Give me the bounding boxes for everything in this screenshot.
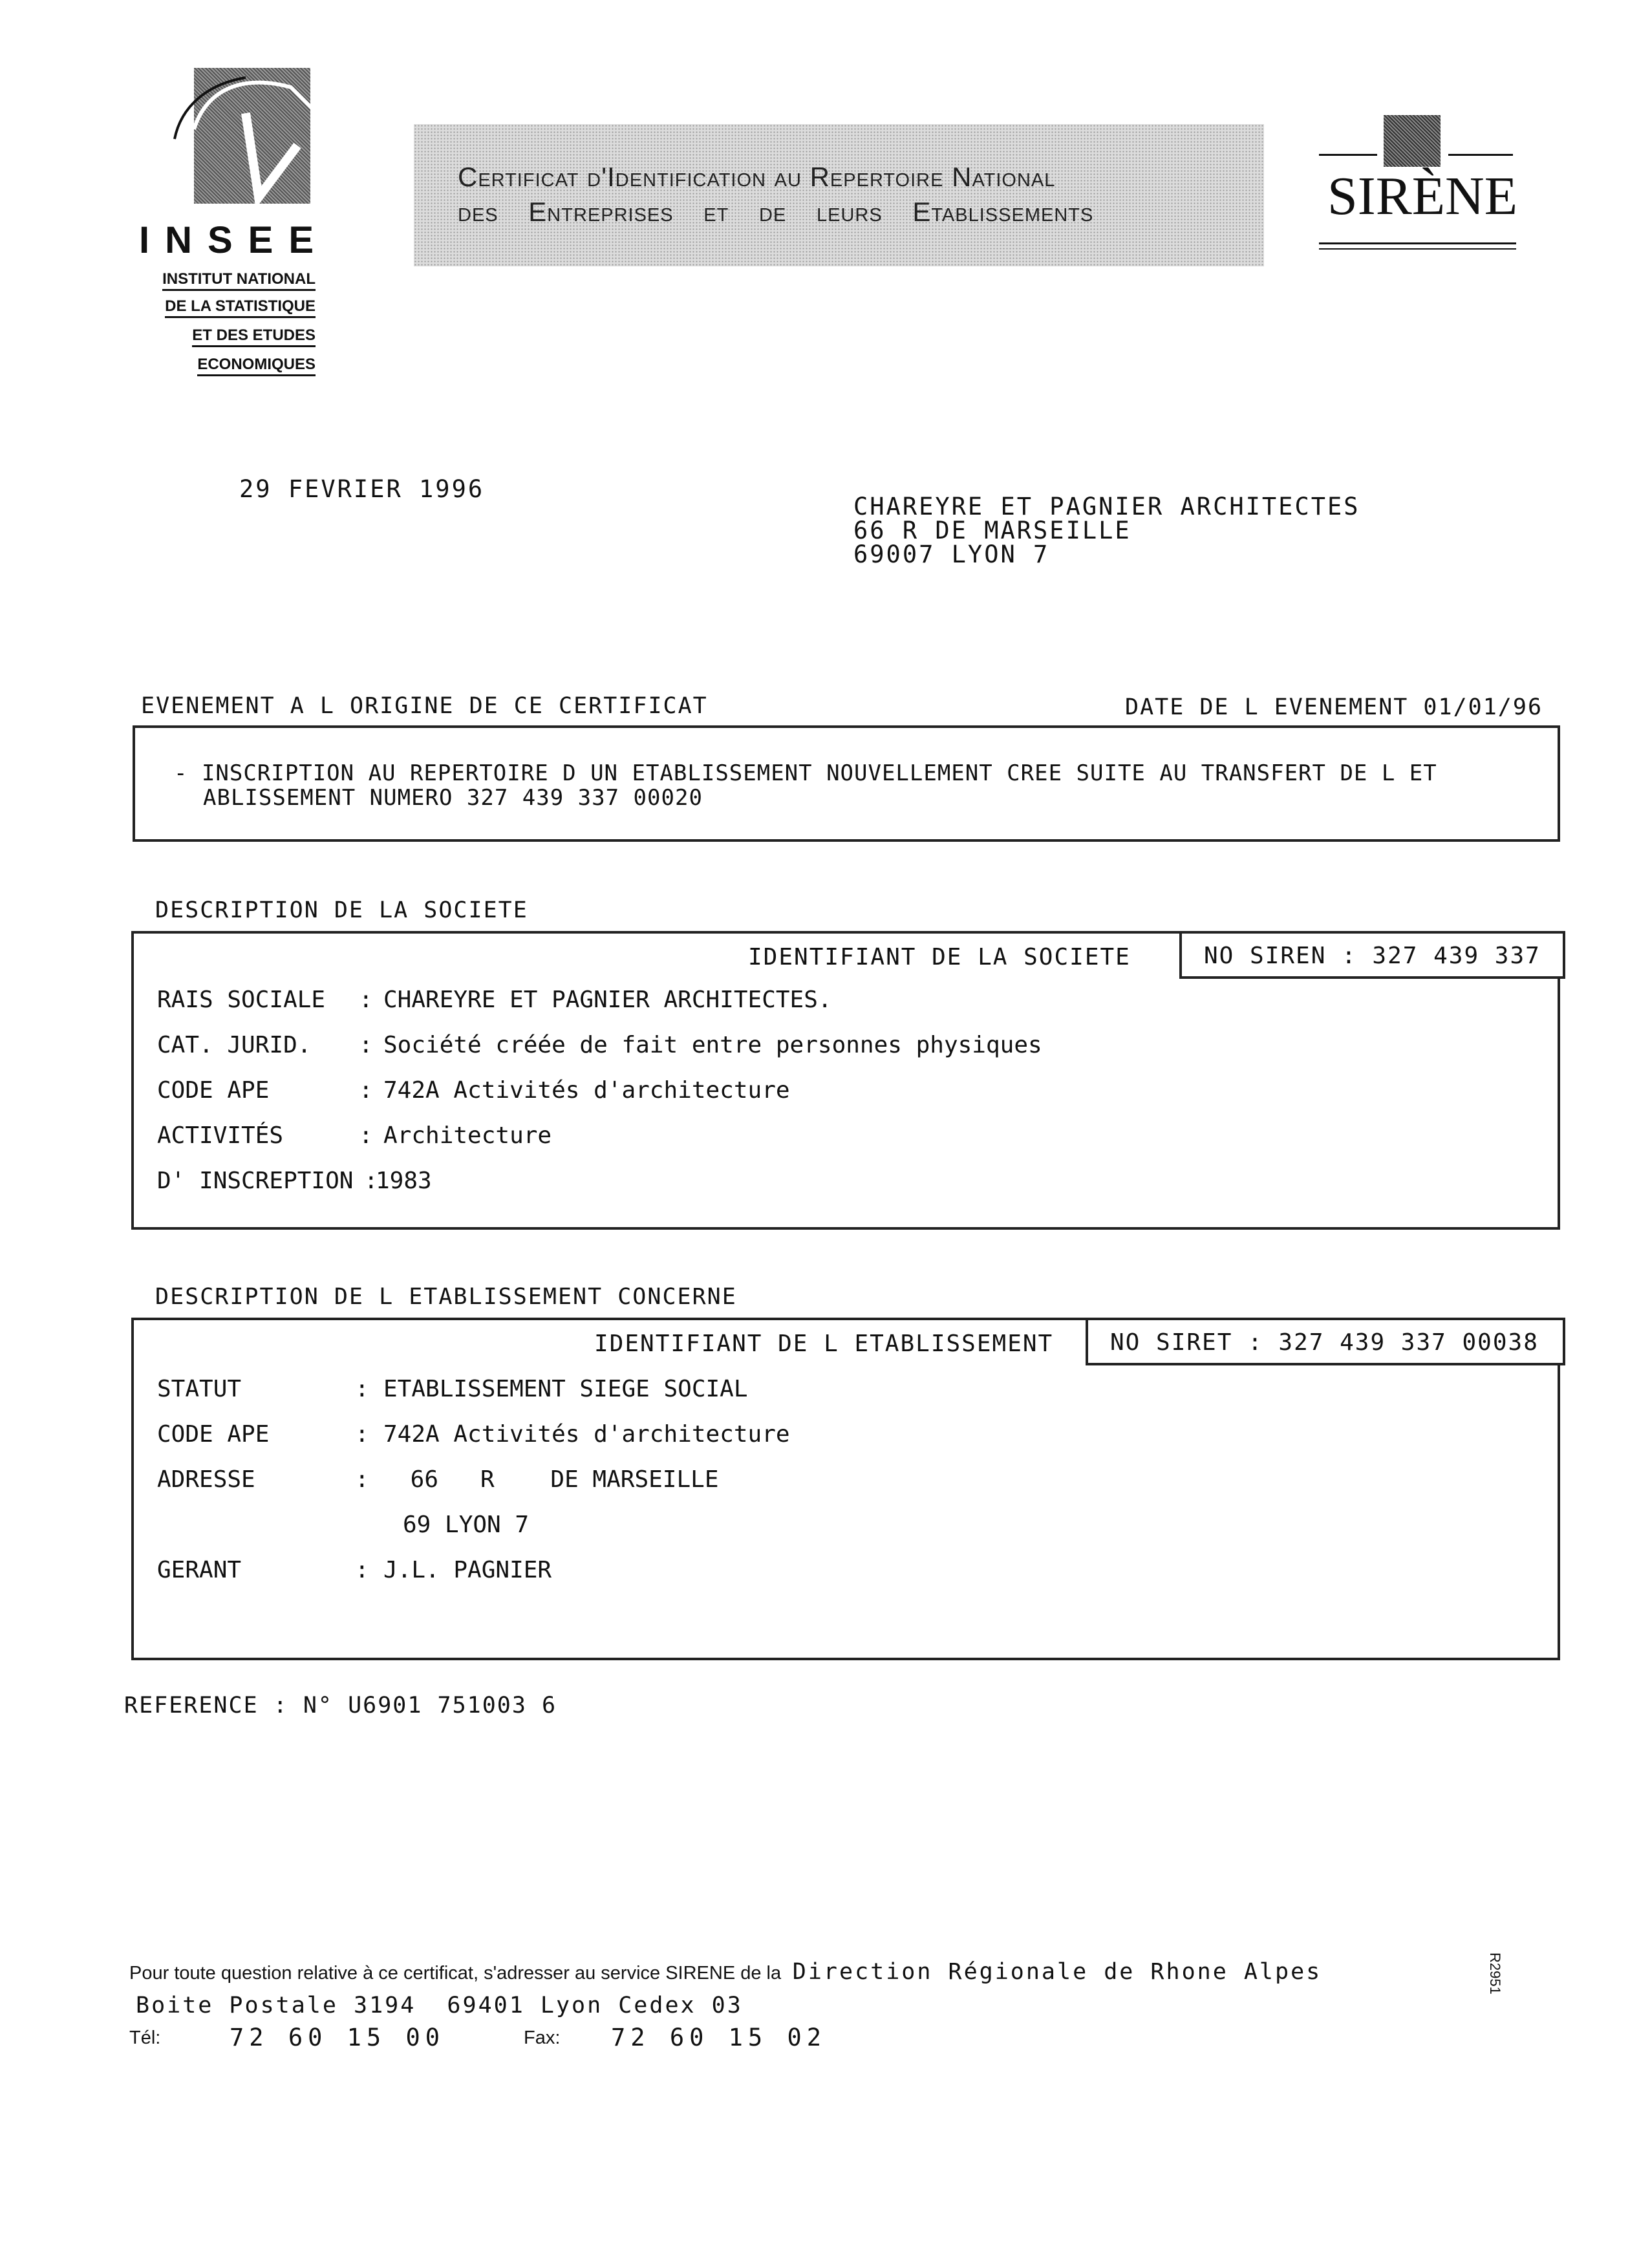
field-label: CODE APE — [157, 1421, 270, 1448]
event-box — [133, 725, 1560, 842]
event-date: DATE DE L EVENEMENT 01/01/96 — [1125, 694, 1543, 720]
societe-id-label: IDENTIFIANT DE LA SOCIETE — [748, 944, 1131, 970]
certificate-title-banner — [414, 124, 1264, 266]
siret-box — [1086, 1318, 1565, 1365]
field-label: CODE APE — [157, 1077, 270, 1104]
form-code: R2951 — [1487, 1952, 1503, 1995]
field-separator: : — [355, 1466, 369, 1493]
field-separator: : — [355, 1376, 369, 1402]
field-label: GERANT — [157, 1557, 242, 1583]
field-separator: : — [355, 1557, 369, 1583]
field-separator: : — [359, 1077, 373, 1104]
field-value: 69 LYON 7 — [403, 1512, 530, 1538]
event-description-line2: ABLISSEMENT NUMERO 327 439 337 00020 — [203, 785, 703, 811]
footer-contact-line — [129, 1959, 1322, 1985]
recipient-address — [853, 495, 1360, 566]
etablissement-box — [131, 1318, 1560, 1660]
footer-phone-line — [129, 2024, 827, 2051]
certificate-title-line2: des Entreprises et de leurs Etablissements — [458, 197, 1094, 227]
societe-box — [131, 931, 1560, 1230]
insee-subtitle-line2: DE LA STATISTIQUE — [165, 297, 316, 318]
footer-intro: Pour toute question relative à ce certificat, s'adresser au service SIRENE de la — [129, 1963, 782, 1984]
field-label: ACTIVITÉS — [157, 1122, 284, 1149]
recipient-name: CHAREYRE ET PAGNIER ARCHITECTES — [853, 493, 1360, 520]
footer-direction: Direction Régionale de Rhone Alpes — [792, 1959, 1322, 1985]
event-heading: EVENEMENT A L ORIGINE DE CE CERTIFICAT — [141, 693, 708, 719]
document-date: 29 FEVRIER 1996 — [239, 475, 485, 503]
insee-wordmark: INSEE — [139, 219, 330, 261]
field-value: 1983 — [376, 1168, 432, 1194]
field-separator: : — [355, 1421, 369, 1448]
field-value: 742A Activités d'architecture — [383, 1077, 790, 1104]
sirene-rule-left — [1319, 154, 1377, 156]
field-separator: : — [359, 987, 373, 1013]
etablissement-id-label: IDENTIFIANT DE L ETABLISSEMENT — [594, 1331, 1054, 1357]
event-description-line1: - INSCRIPTION AU REPERTOIRE D UN ETABLISSEMENT NOUVELLEMENT CREE SUITE AU TRANSFERT DE L ET — [174, 760, 1437, 786]
field-label: STATUT — [157, 1376, 242, 1402]
field-value: ETABLISSEMENT SIEGE SOCIAL — [383, 1376, 748, 1402]
sirene-rule-right — [1448, 154, 1513, 156]
field-label: RAIS SOCIALE — [157, 987, 326, 1013]
phone-label: Tél: — [129, 2027, 161, 2048]
insee-subtitle-line1: INSTITUT NATIONAL — [162, 270, 316, 291]
phone-number: 72 60 15 00 — [230, 2024, 445, 2051]
field-value: CHAREYRE ET PAGNIER ARCHITECTES. — [383, 987, 832, 1013]
field-label: D' INSCREPTION — [157, 1168, 354, 1194]
field-value: Société créée de fait entre personnes physiques — [383, 1032, 1042, 1058]
insee-logo-icon — [194, 68, 310, 204]
societe-heading: DESCRIPTION DE LA SOCIETE — [155, 897, 528, 923]
siren-box — [1179, 931, 1565, 979]
insee-subtitle-line4: ECONOMIQUES — [197, 356, 316, 376]
insee-subtitle-line3: ET DES ETUDES — [192, 326, 316, 347]
reference-number: REFERENCE : N° U6901 751003 6 — [124, 1693, 557, 1718]
siren-number: NO SIREN : 327 439 337 — [1204, 943, 1541, 969]
field-value: 742A Activités d'architecture — [383, 1421, 790, 1448]
field-separator: : — [359, 1032, 373, 1058]
recipient-city: 69007 LYON 7 — [853, 540, 1050, 568]
sirene-wordmark: SIRÈNE — [1327, 166, 1517, 226]
recipient-street: 66 R DE MARSEILLE — [853, 517, 1131, 544]
fax-number: 72 60 15 02 — [611, 2024, 827, 2051]
field-separator: : — [359, 1122, 373, 1149]
field-separator: : — [364, 1168, 378, 1194]
field-value: Architecture — [383, 1122, 552, 1149]
field-value: 66 R DE MARSEILLE — [396, 1466, 719, 1493]
field-label: CAT. JURID. — [157, 1032, 312, 1058]
etablissement-heading: DESCRIPTION DE L ETABLISSEMENT CONCERNE — [155, 1284, 737, 1310]
field-value: J.L. PAGNIER — [383, 1557, 552, 1583]
fax-label: Fax: — [524, 2027, 561, 2048]
sirene-rule-bottom1 — [1319, 242, 1516, 244]
sirene-logo-icon — [1384, 115, 1441, 167]
footer-postal-address: Boite Postale 3194 69401 Lyon Cedex 03 — [136, 1993, 743, 2018]
siret-number: NO SIRET : 327 439 337 00038 — [1110, 1329, 1539, 1356]
field-label: ADRESSE — [157, 1466, 255, 1493]
certificate-title-line1: Certificat d'Identification au Repertoire National — [458, 162, 1056, 192]
sirene-rule-bottom2 — [1319, 248, 1516, 250]
